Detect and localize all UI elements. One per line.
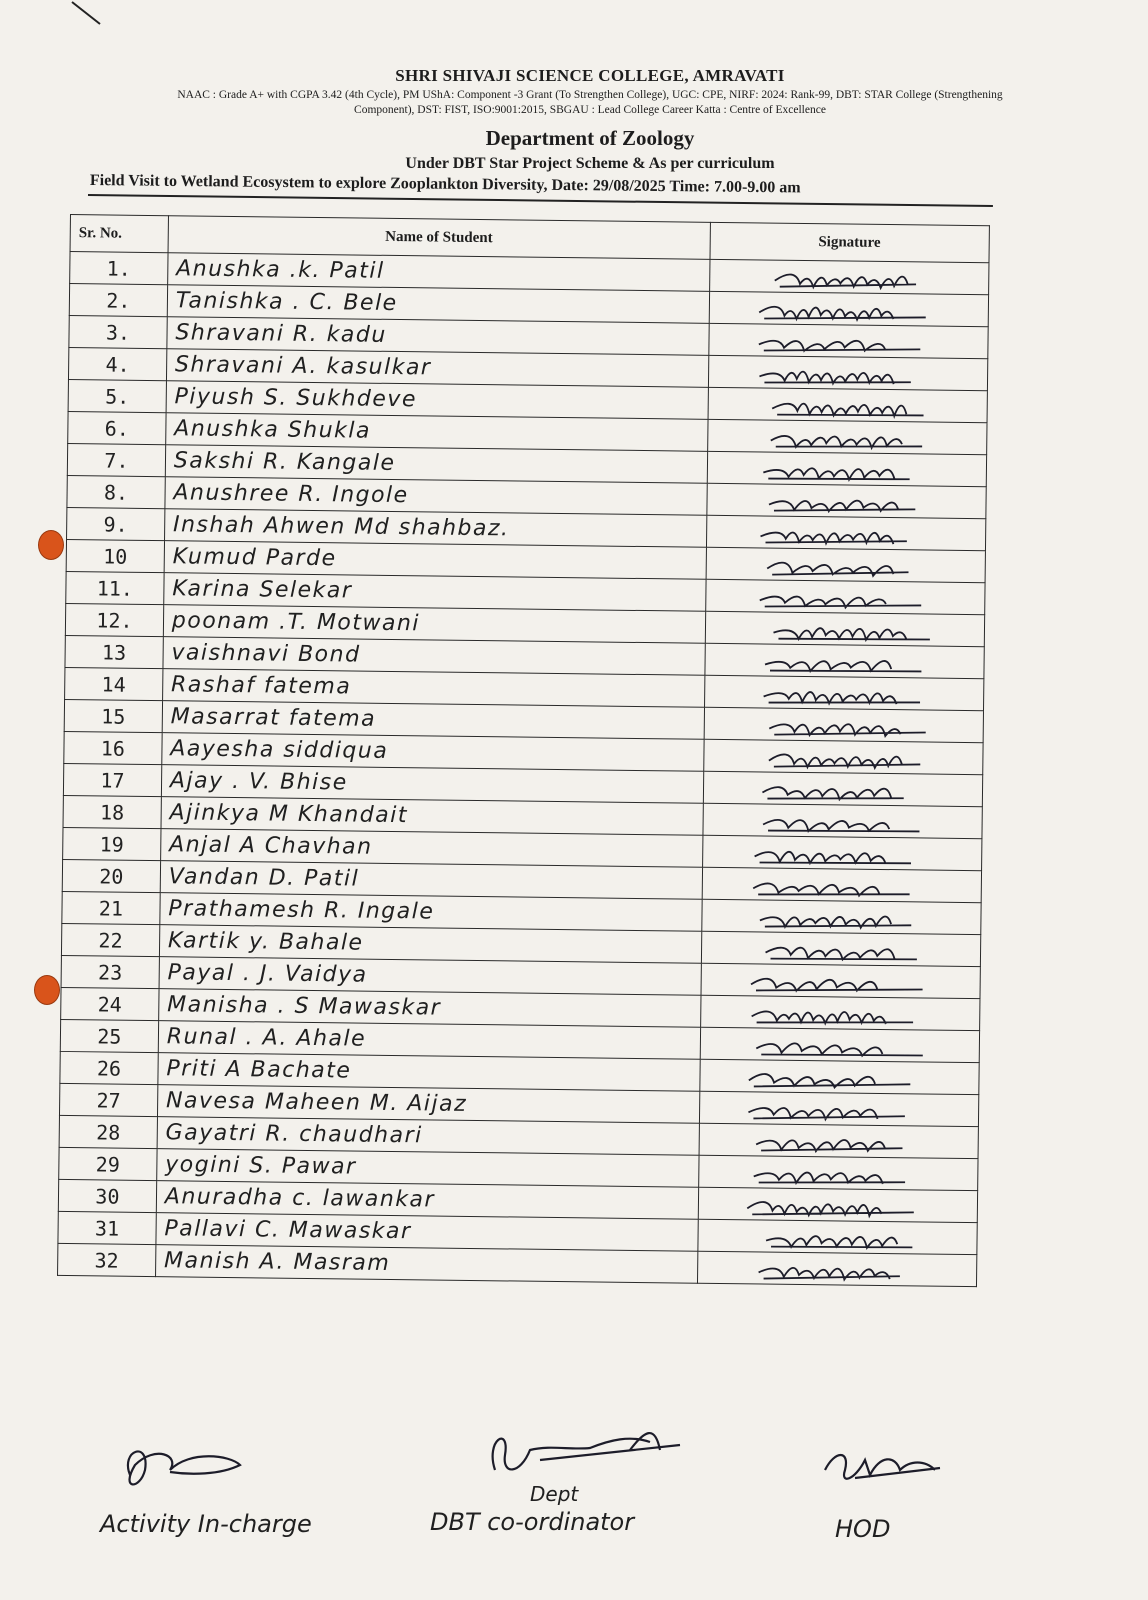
student-name: Anuradha c. lawankar [156,1181,698,1220]
student-signature [697,1219,977,1254]
hod-label: HOD [835,1515,891,1543]
serial-number: 12. [65,603,163,636]
signature-scribble [715,484,978,518]
serial-number: 28 [59,1115,157,1148]
signature-scribble [716,356,979,390]
student-signature [702,835,982,870]
serial-number: 2. [69,284,167,317]
signature-scribble [709,964,972,998]
accreditation-text: NAAC : Grade A+ with CGPA 3.42 (4th Cycle), PM UShA: Component -3 Grant (To Strengthen College), UGC: CPE, NIRF: 2024: Rank-99, DBT: STAR College (Strengthening Component), DST: FIST, ISO:9001:2015, SBGAU : Lead College Career Katta : Centre of Excellence [177,89,1003,116]
student-signature [697,1251,977,1286]
signature-scribble [706,1252,969,1286]
student-signature [701,931,981,966]
college-name: SHRI SHIVAJI SCIENCE COLLEGE, AMRAVATI [395,66,785,85]
serial-number: 3. [69,315,167,348]
student-name: Prathamesh R. Ingale [160,893,702,932]
hod-signature [815,1440,955,1490]
serial-number: 27 [59,1083,157,1116]
student-signature [698,1187,978,1222]
student-name: Anushree R. Ingole [165,477,707,516]
student-name: Anushka Shukla [166,413,708,452]
student-name: Priti A Bachate [158,1053,700,1092]
header-student-name: Name of Student [168,216,710,260]
student-signature [705,579,985,614]
punch-hole-mark [34,975,60,1005]
signature-scribble [706,1220,969,1254]
signature-scribble [707,1156,970,1190]
serial-number: 7. [67,443,165,476]
student-name: Ajinkya M Khandait [161,797,703,836]
serial-number: 24 [61,987,159,1020]
table-body [58,252,989,1287]
serial-number: 29 [59,1147,157,1180]
student-signature [704,643,984,678]
student-signature [706,515,986,550]
signature-scribble [715,452,978,486]
student-signature [700,1027,980,1062]
student-name: Ajay . V. Bhise [161,765,703,804]
serial-number: 22 [61,923,159,956]
serial-number: 1. [70,252,168,285]
serial-number: 26 [60,1051,158,1084]
student-signature [706,547,986,582]
student-signature [707,419,987,454]
signature-scribble [714,580,977,614]
student-name: Inshah Ahwen Md shahbaz. [164,509,706,548]
student-name: Payal . J. Vaidya [159,957,701,996]
signature-scribble [711,772,974,806]
student-name: yogini S. Pawar [157,1149,699,1188]
signature-scribble [712,740,975,774]
serial-number: 32 [58,1243,156,1276]
serial-number: 17 [63,763,161,796]
signature-scribble [715,516,978,550]
student-name: Sakshi R. Kangale [165,445,707,484]
signature-scribble [706,1188,969,1222]
serial-number: 13 [65,635,163,668]
serial-number: 10 [66,539,164,572]
student-name: Anjal A Chavhan [160,829,702,868]
signature-scribble [712,708,975,742]
signature-scribble [710,900,973,934]
serial-number: 20 [62,859,160,892]
student-signature [701,899,981,934]
student-name: Aayesha siddiqua [162,733,704,772]
student-signature [699,1123,979,1158]
serial-number: 9. [67,507,165,540]
student-signature [709,259,989,294]
student-signature [704,675,984,710]
student-signature [708,323,988,358]
signature-scribble [708,1060,971,1094]
signature-scribble [716,388,979,422]
footer-signatures [0,1420,1148,1600]
student-name: Kartik y. Bahale [159,925,701,964]
student-signature [702,867,982,902]
dept-note: Dept [530,1482,579,1506]
serial-number: 6. [68,411,166,444]
serial-number: 4. [68,347,166,380]
signature-scribble [708,1028,971,1062]
punch-hole-mark [38,530,64,560]
student-name: Gayatri R. chaudhari [157,1117,699,1156]
student-name: Shravani A. kasulkar [166,349,708,388]
attendance-table [57,214,990,1287]
student-signature [704,707,984,742]
student-name: Runal . A. Ahale [158,1021,700,1060]
student-name: Manisha . S Mawaskar [158,989,700,1028]
signature-scribble [714,548,977,582]
student-name: Pallavi C. Mawaskar [156,1213,698,1252]
serial-number: 8. [67,475,165,508]
signature-scribble [717,324,980,358]
activity-incharge-label: Activity In-charge [100,1510,312,1538]
student-name: Navesa Maheen M. Aijaz [157,1085,699,1124]
signature-scribble [717,292,980,326]
student-name: Karina Selekar [164,573,706,612]
signature-scribble [713,644,976,678]
student-name: Rashaf fatema [162,669,704,708]
student-name: Vandan D. Patil [160,861,702,900]
signature-scribble [710,868,973,902]
student-name: Kumud Parde [164,541,706,580]
student-signature [703,771,983,806]
student-signature [706,483,986,518]
student-signature [703,803,983,838]
student-name: Manish A. Masram [155,1245,697,1284]
signature-scribble [716,420,979,454]
student-signature [698,1155,978,1190]
signature-scribble [709,932,972,966]
dbt-coordinator-label: DBT co-ordinator [430,1508,635,1536]
student-name: Tanishka . C. Bele [167,285,709,324]
student-signature [699,1091,979,1126]
serial-number: 25 [60,1019,158,1052]
student-signature [701,963,981,998]
department-title: Department of Zoology [485,126,695,150]
header-sr-no: Sr. No. [70,215,168,253]
student-name: Masarrat fatema [162,701,704,740]
visit-title: Field Visit to Wetland Ecosystem to explore Zooplankton Diversity, Date: 29/08/2025 Time: 7.00-9.00 am [89,172,801,197]
student-signature [707,451,987,486]
coordinator-signature [480,1420,700,1490]
student-name: vaishnavi Bond [163,637,705,676]
student-signature [699,1059,979,1094]
header-signature: Signature [710,222,990,262]
serial-number: 18 [63,795,161,828]
student-name: Piyush S. Sukhdeve [166,381,708,420]
signature-scribble [711,804,974,838]
signature-scribble [707,1124,970,1158]
incharge-signature [110,1430,260,1500]
serial-number: 19 [63,827,161,860]
signature-scribble [707,1092,970,1126]
student-signature [703,739,983,774]
serial-number: 15 [64,699,162,732]
student-signature [708,387,988,422]
scheme-line: Under DBT Star Project Scheme & As per curriculum [405,155,775,172]
student-signature [708,355,988,390]
serial-number: 31 [58,1211,156,1244]
serial-number: 5. [68,379,166,412]
signature-scribble [709,996,972,1030]
signature-scribble [713,612,976,646]
serial-number: 23 [61,955,159,988]
student-signature [709,291,989,326]
letterhead [150,66,1030,173]
serial-number: 11. [66,571,164,604]
student-name: Anushka .k. Patil [167,253,709,292]
signature-scribble [713,676,976,710]
student-name: Shravani R. kadu [167,317,709,356]
signature-scribble [718,260,981,294]
serial-number: 30 [58,1179,156,1212]
student-signature [700,995,980,1030]
student-signature [705,611,985,646]
serial-number: 21 [62,891,160,924]
student-name: poonam .T. Motwani [163,605,705,644]
serial-number: 16 [64,731,162,764]
corner-pen-mark [70,0,110,30]
signature-scribble [711,836,974,870]
serial-number: 14 [65,667,163,700]
